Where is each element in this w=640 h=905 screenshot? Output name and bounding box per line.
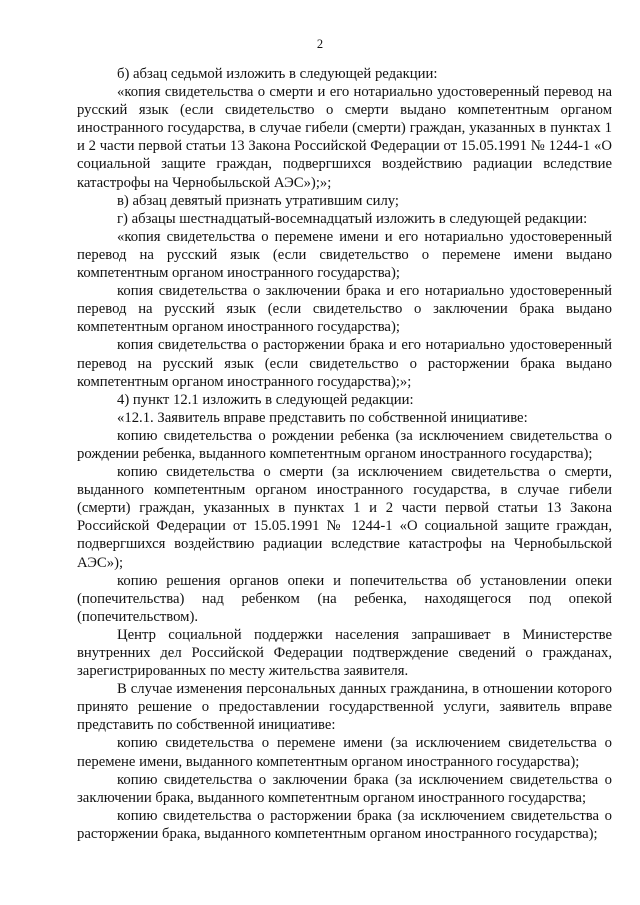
paragraph: «копия свидетельства о смерти и его нотариально удостоверенный перевод на русский язык (если свидетельство о смерти выдано компетентным органом иностранного государства, в случае гибели (смерти) граждан, указанных в пунктах 1 и 2 части первой статьи 13 Закона Российской Федерации от 15.05.1991 № 1244-1 «О социальной защите граждан, подвергшихся воздействию радиации вследствие катастрофы на Чернобыльской АЭС»);»; bbox=[77, 84, 612, 191]
paragraph: Центр социальной поддержки населения запрашивает в Министерстве внутренних дел Российской Федерации подтверждение сведений о гражданах, зарегистрированных по месту жительства заявителя. bbox=[77, 626, 612, 680]
paragraph: копию свидетельства о рождении ребенка (за исключением свидетельства о рождении ребенка, выданного компетентным органом иностранного государства); bbox=[77, 427, 612, 462]
paragraph: «копия свидетельства о перемене имени и его нотариально удостоверенный перевод на русский язык (если свидетельство о перемене имени выдано компетентным органом иностранного государства); bbox=[77, 228, 612, 282]
page-number: 2 bbox=[316, 37, 324, 51]
document-body bbox=[77, 65, 612, 843]
paragraph: копия свидетельства о заключении брака и его нотариально удостоверенный перевод на русский язык (если свидетельство о заключении брака выдано компетентным органом иностранного государства); bbox=[77, 283, 612, 336]
paragraph: б) абзац седьмой изложить в следующей редакции: bbox=[117, 66, 438, 82]
paragraph: копия свидетельства о расторжении брака и его нотариально удостоверенный перевод на русский язык (если свидетельство о расторжении брака выдано компетентным органом иностранного государства);»; bbox=[77, 337, 612, 390]
paragraph: г) абзацы шестнадцатый-восемнадцатый изложить в следующей редакции: bbox=[117, 210, 588, 227]
paragraph: в) абзац девятый признать утратившим силу; bbox=[117, 192, 400, 209]
paragraph: «12.1. Заявитель вправе представить по собственной инициативе: bbox=[117, 409, 528, 426]
paragraph: копию решения органов опеки и попечительства об установлении опеки (попечительства) над ребенком (на ребенка, находящегося под опекой (попечительством). bbox=[77, 572, 612, 625]
paragraph: 4) пункт 12.1 изложить в следующей редакции: bbox=[117, 391, 414, 408]
paragraph: копию свидетельства о смерти (за исключением свидетельства о смерти, выданного компетентным органом иностранного государства, в случае гибели (смерти) граждан, указанных в пунктах 1 и 2 части первой статьи 13 Закона Российской Федерации от 15.05.1991 № 1244-1 «О социальной защите граждан, подвергшихся воздействию радиации вследствие катастрофы на Чернобыльской АЭС»); bbox=[77, 464, 612, 571]
paragraph: В случае изменения персональных данных гражданина, в отношении которого принято решение о предоставлении государственной услуги, заявитель вправе представить по собственной инициативе: bbox=[77, 681, 612, 734]
paragraph: копию свидетельства о заключении брака (за исключением свидетельства о заключении брака, выданного компетентным органом иностранного государства; bbox=[77, 771, 612, 806]
paragraph: копию свидетельства о перемене имени (за исключением свидетельства о перемене имени, выданного компетентным органом иностранного государства); bbox=[77, 735, 612, 770]
paragraph: копию свидетельства о расторжении брака (за исключением свидетельства о расторжении брака, выданного компетентным органом иностранного государства); bbox=[77, 807, 612, 842]
